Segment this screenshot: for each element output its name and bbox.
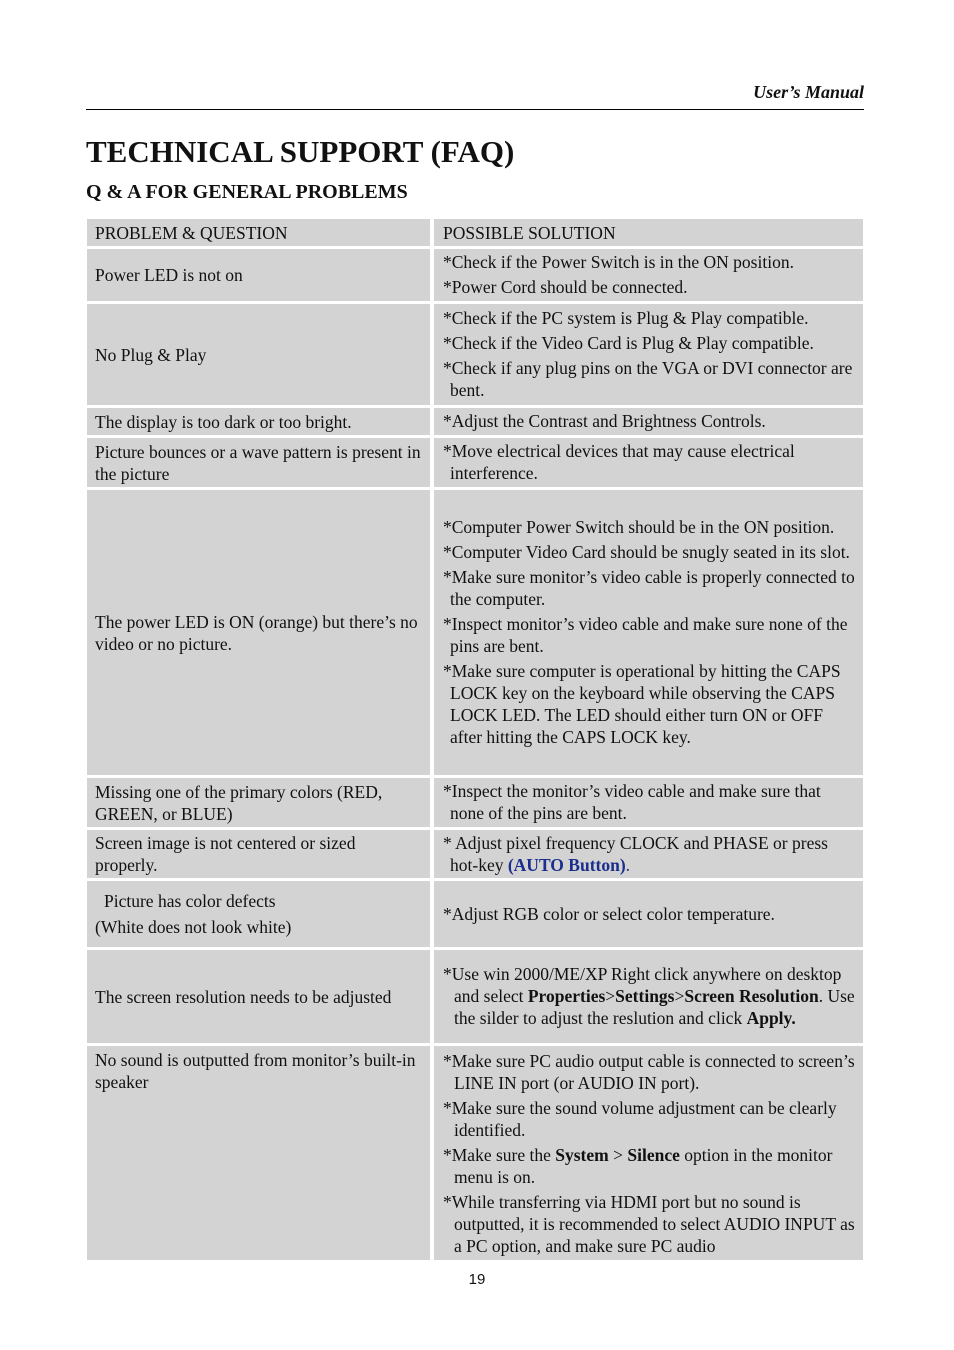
solution-cell [434, 950, 863, 1043]
problem-cell: The screen resolution needs to be adjusted [87, 950, 430, 1043]
solution-text: . Use the silder to adjust the reslution and click [454, 986, 855, 1028]
problem-line: Picture has color defects [104, 891, 276, 911]
solution-item: *Move electrical devices that may cause electrical interference. [443, 441, 795, 483]
manual-label: User’s Manual [753, 82, 864, 102]
system-label: System [555, 1145, 609, 1165]
table-row [87, 438, 863, 487]
solution-text: * Adjust pixel frequency CLOCK and PHASE or press hot-key [443, 832, 828, 875]
table-row [87, 304, 863, 405]
solution-item: *Adjust RGB color or select color temperature. [443, 903, 775, 924]
solution-text: *Use win 2000/ME/XP Right click anywhere on desktop and select [443, 964, 842, 1006]
solution-item: *Check if the Power Switch is in the ON position. [443, 252, 794, 272]
solution-item: *Make sure monitor’s video cable is properly connected to the computer. [443, 567, 855, 609]
problem-cell: The power LED is ON (orange) but there’s no video or no picture. [87, 490, 430, 775]
solution-text-end: . [625, 854, 631, 875]
separator: > [608, 1145, 628, 1165]
solution-item: *Make sure computer is operational by hitting the CAPS LOCK key on the keyboard while observing the CAPS LOCK LED. The LED should either turn ON or OFF after hitting the CAPS LOCK key. [443, 661, 841, 747]
table-header-row [87, 219, 863, 246]
solution-cell [434, 1046, 863, 1260]
solution-item [443, 963, 857, 1029]
silence-label: Silence [627, 1145, 680, 1165]
page-title: TECHNICAL SUPPORT (FAQ) [86, 134, 515, 169]
table-row [87, 881, 863, 947]
solution-item [443, 1144, 857, 1188]
problem-cell: Missing one of the primary colors (RED, GREEN, or BLUE) [87, 778, 430, 827]
header-solution: POSSIBLE SOLUTION [434, 219, 863, 246]
problem-line: (White does not look white) [95, 917, 292, 937]
solution-cell [434, 438, 863, 487]
separator: > [605, 986, 616, 1006]
problem-cell [87, 881, 430, 947]
settings-label: Settings [615, 986, 675, 1006]
solution-item [443, 832, 857, 876]
solution-item: *Power Cord should be connected. [443, 277, 688, 297]
section-subtitle: Q & A FOR GENERAL PROBLEMS [86, 181, 408, 203]
table-row [87, 249, 863, 301]
header-problem: PROBLEM & QUESTION [87, 219, 430, 246]
auto-button-reference: (AUTO Button) [507, 854, 626, 875]
table-row [87, 408, 863, 435]
apply-label: Apply. [746, 1008, 796, 1028]
problem-cell: Picture bounces or a wave pattern is present in the picture [87, 438, 430, 487]
table-row [87, 950, 863, 1043]
problem-cell: The display is too dark or too bright. [87, 408, 430, 435]
solution-item: *Check if the PC system is Plug & Play compatible. [443, 308, 809, 328]
solution-item: *Inspect the monitor’s video cable and make sure that none of the pins are bent. [443, 781, 821, 823]
table-row [87, 490, 863, 775]
separator: > [674, 986, 685, 1006]
problem-cell: Power LED is not on [87, 249, 430, 301]
solution-item: *Make sure PC audio output cable is connected to screen’s LINE IN port (or AUDIO IN port). [443, 1051, 855, 1093]
properties-label: Properties [527, 986, 606, 1006]
faq-table [87, 219, 863, 1263]
problem-cell: Screen image is not centered or sized properly. [87, 830, 430, 878]
solution-item: *While transferring via HDMI port but no sound is outputted, it is recommended to select AUDIO INPUT as a PC option, and make sure PC audio [443, 1192, 855, 1256]
table-row [87, 1046, 863, 1260]
table-row [87, 778, 863, 827]
problem-cell: No sound is outputted from monitor’s built-in speaker [87, 1046, 430, 1260]
solution-item: *Computer Video Card should be snugly seated in its slot. [443, 542, 850, 562]
screen-resolution-label: Screen Resolution [684, 986, 819, 1006]
solution-cell [434, 249, 863, 301]
solution-cell [434, 490, 863, 775]
solution-item: *Inspect monitor’s video cable and make sure none of the pins are bent. [443, 614, 848, 656]
solution-item: *Make sure the sound volume adjustment can be clearly identified. [443, 1098, 837, 1140]
table-row [87, 830, 863, 878]
solution-cell [434, 881, 863, 947]
solution-cell [434, 304, 863, 405]
solution-item: *Check if the Video Card is Plug & Play compatible. [443, 333, 814, 353]
solution-cell [434, 778, 863, 827]
page-number: 19 [468, 1271, 486, 1288]
problem-cell: No Plug & Play [87, 304, 430, 405]
solution-item: *Check if any plug pins on the VGA or DVI connector are bent. [443, 358, 853, 400]
page-header [86, 82, 864, 110]
solution-cell [434, 408, 863, 435]
solution-text: *Make sure the [443, 1145, 556, 1165]
solution-text: option in the monitor menu is on. [454, 1145, 833, 1187]
solution-item: *Computer Power Switch should be in the ON position. [443, 517, 835, 537]
solution-item: *Adjust the Contrast and Brightness Controls. [443, 411, 766, 431]
solution-cell [434, 830, 863, 878]
